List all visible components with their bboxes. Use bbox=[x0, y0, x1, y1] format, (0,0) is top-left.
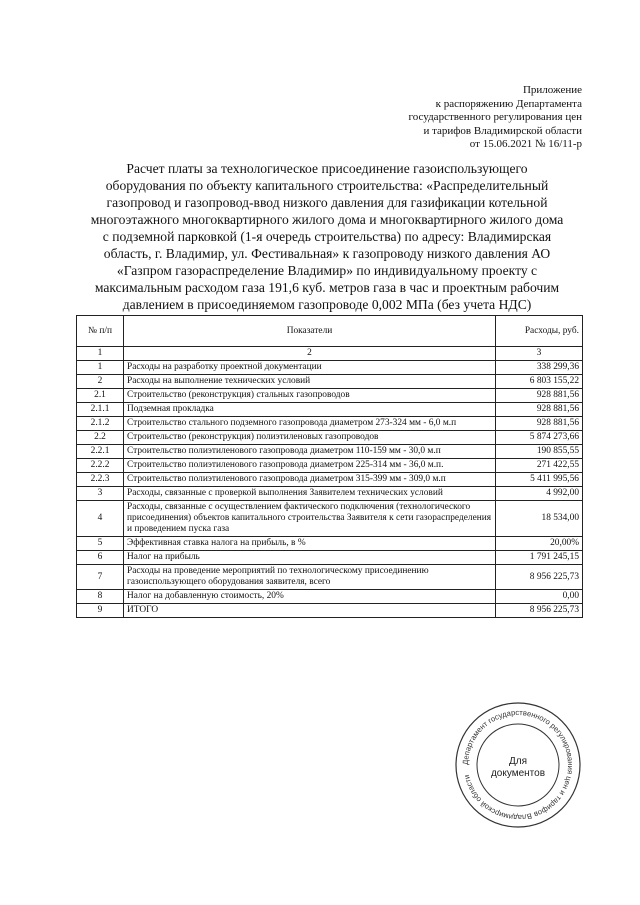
title-line: оборудования по объекту капитального строительства: «Распределительный bbox=[105, 178, 549, 193]
row-label: Расходы на выполнение технических условий bbox=[124, 375, 496, 389]
row-value: 928 881,56 bbox=[496, 389, 583, 403]
table-row bbox=[77, 565, 583, 590]
cost-table bbox=[76, 315, 583, 618]
row-number: 2.2.2 bbox=[77, 459, 124, 473]
appendix-block bbox=[342, 84, 582, 152]
table-row bbox=[77, 537, 583, 551]
title-line: с подземной парковкой (1-я очередь строительства) по адресу: Владимирская bbox=[102, 229, 552, 244]
document-title bbox=[70, 160, 584, 313]
title-line: многоэтажного многоквартирного жилого дома и многоквартирного жилого дома bbox=[90, 212, 564, 227]
row-number: 9 bbox=[77, 604, 124, 618]
row-value: 928 881,56 bbox=[496, 417, 583, 431]
column-number: 2 bbox=[124, 347, 496, 361]
row-label: Эффективная ставка налога на прибыль, в % bbox=[124, 537, 496, 551]
table-row bbox=[77, 551, 583, 565]
table-row bbox=[77, 445, 583, 459]
table-row bbox=[77, 459, 583, 473]
row-number: 2 bbox=[77, 375, 124, 389]
appendix-line: Приложение bbox=[522, 84, 582, 96]
row-number: 3 bbox=[77, 487, 124, 501]
row-number: 2.2.1 bbox=[77, 445, 124, 459]
row-value: 5 874 273,66 bbox=[496, 431, 583, 445]
row-number: 6 bbox=[77, 551, 124, 565]
table-body bbox=[77, 361, 583, 618]
row-value: 8 956 225,73 bbox=[496, 565, 583, 590]
row-label: Подземная прокладка bbox=[124, 403, 496, 417]
table-row bbox=[77, 361, 583, 375]
row-number: 8 bbox=[77, 590, 124, 604]
row-value: 0,00 bbox=[496, 590, 583, 604]
header-indicator: Показатели bbox=[124, 316, 496, 347]
appendix-line: от 15.06.2021 № 16/11-р bbox=[469, 138, 582, 150]
column-number: 3 bbox=[496, 347, 583, 361]
table-row bbox=[77, 604, 583, 618]
row-number: 2.1.1 bbox=[77, 403, 124, 417]
row-value: 6 803 155,22 bbox=[496, 375, 583, 389]
table-row bbox=[77, 473, 583, 487]
row-label: Расходы на разработку проектной документации bbox=[124, 361, 496, 375]
header-row bbox=[77, 316, 583, 347]
stamp-center-line: Для bbox=[508, 756, 528, 767]
row-value: 8 956 225,73 bbox=[496, 604, 583, 618]
row-label: Налог на добавленную стоимость, 20% bbox=[124, 590, 496, 604]
row-value: 20,00% bbox=[496, 537, 583, 551]
row-label: Расходы на проведение мероприятий по технологическому присоединению газоиспользующего оборудования заявителя, всего bbox=[124, 565, 496, 590]
table-row bbox=[77, 403, 583, 417]
table-row bbox=[77, 590, 583, 604]
row-label: Строительство (реконструкция) стальных газопроводов bbox=[124, 389, 496, 403]
row-label: Строительство полиэтиленового газопровода диаметром 225-314 мм - 36,0 м.п. bbox=[124, 459, 496, 473]
header-number: № п/п bbox=[77, 316, 124, 347]
table-row bbox=[77, 375, 583, 389]
row-number: 4 bbox=[77, 501, 124, 537]
table-row bbox=[77, 389, 583, 403]
row-label: Строительство полиэтиленового газопровода диаметром 110-159 мм - 30,0 м.п bbox=[124, 445, 496, 459]
row-number: 5 bbox=[77, 537, 124, 551]
row-number: 2.2.3 bbox=[77, 473, 124, 487]
row-label: Строительство стального подземного газопровода диаметром 273-324 мм - 6,0 м.п bbox=[124, 417, 496, 431]
row-value: 338 299,36 bbox=[496, 361, 583, 375]
table-row bbox=[77, 487, 583, 501]
stamp-center-text bbox=[453, 756, 583, 780]
row-label: Строительство (реконструкция) полиэтиленовых газопроводов bbox=[124, 431, 496, 445]
row-value: 5 411 995,56 bbox=[496, 473, 583, 487]
row-label: ИТОГО bbox=[124, 604, 496, 618]
stamp-center-line: документов bbox=[490, 768, 546, 779]
row-label: Налог на прибыль bbox=[124, 551, 496, 565]
appendix-line: к распоряжению Департамента bbox=[435, 97, 582, 110]
row-number: 7 bbox=[77, 565, 124, 590]
row-number: 1 bbox=[77, 361, 124, 375]
row-value: 18 534,00 bbox=[496, 501, 583, 537]
row-number: 2.1 bbox=[77, 389, 124, 403]
appendix-line: государственного регулирования цен bbox=[408, 111, 582, 123]
title-line: газопровод и газопровод-ввод низкого давления для газификации котельной bbox=[106, 195, 548, 210]
row-label: Расходы, связанные с осуществлением фактического подключения (технологического присоединения) объектов капитального строительства Заявителя к сети газораспределения и проведением пуска газа bbox=[124, 501, 496, 537]
table-row bbox=[77, 501, 583, 537]
row-value: 1 791 245,15 bbox=[496, 551, 583, 565]
title-line: максимальным расходом газа 191,6 куб. метров газа в час и проектным рабочим bbox=[94, 280, 560, 295]
title-line: давлением в присоединяемом газопроводе 0,002 МПа (без учета НДС) bbox=[122, 297, 532, 312]
row-number: 2.2 bbox=[77, 431, 124, 445]
column-number-row bbox=[77, 347, 583, 361]
title-line: Расчет платы за технологическое присоединение газоиспользующего bbox=[126, 161, 528, 176]
row-value: 190 855,55 bbox=[496, 445, 583, 459]
table-row bbox=[77, 417, 583, 431]
appendix-line: и тарифов Владимирской области bbox=[423, 124, 582, 137]
title-line: «Газпром газораспределение Владимир» по индивидуальному проекту с bbox=[116, 263, 538, 278]
row-number: 2.1.2 bbox=[77, 417, 124, 431]
row-value: 271 422,55 bbox=[496, 459, 583, 473]
header-cost: Расходы, руб. bbox=[496, 316, 583, 347]
column-number: 1 bbox=[77, 347, 124, 361]
row-value: 4 992,00 bbox=[496, 487, 583, 501]
row-value: 928 881,56 bbox=[496, 403, 583, 417]
title-line: область, г. Владимир, ул. Фестивальная» к газопроводу низкого давления АО bbox=[103, 246, 551, 261]
table-row bbox=[77, 431, 583, 445]
row-label: Строительство полиэтиленового газопровода диаметром 315-399 мм - 309,0 м.п bbox=[124, 473, 496, 487]
row-label: Расходы, связанные с проверкой выполнения Заявителем технических условий bbox=[124, 487, 496, 501]
stamp-ring-text: Департамент государственного регулирования цен и тарифов Владимирской области bbox=[460, 707, 576, 823]
